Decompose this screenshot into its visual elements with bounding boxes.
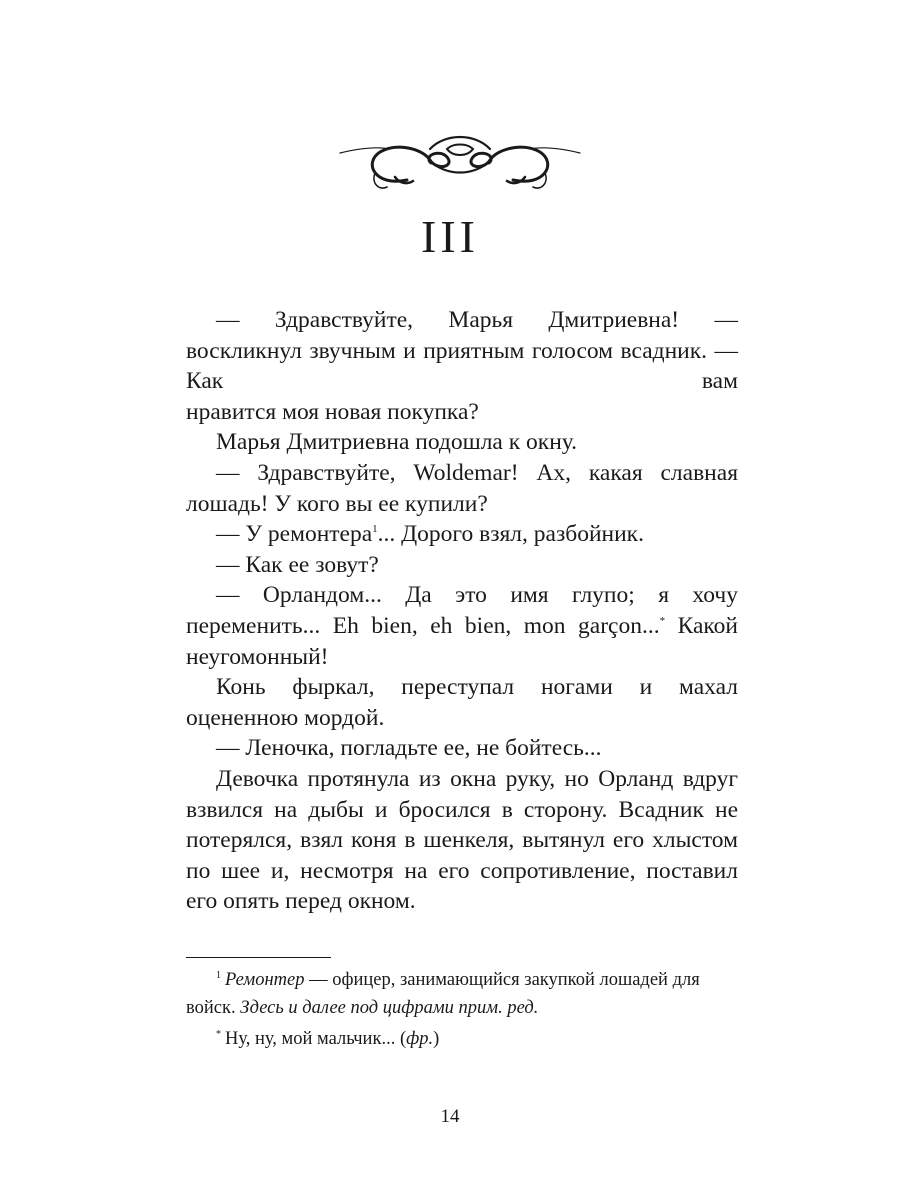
text-line: — Здравствуйте, Woldemar! Ах, какая славная лошадь! У кого вы ее купили? <box>186 459 738 517</box>
language-tag: фр. <box>406 1029 434 1049</box>
page-number: 14 <box>440 1106 460 1127</box>
text-segment: — У ремонтера <box>216 521 373 548</box>
paragraph <box>186 733 738 764</box>
paragraph <box>186 672 738 733</box>
footnote-divider <box>186 957 331 958</box>
footnote-ref: * <box>659 614 666 627</box>
footnote <box>186 1025 738 1053</box>
footnote-ref: 1 <box>372 523 378 536</box>
text-line: его опять перед окном. <box>186 888 416 915</box>
footnote-text-close: ) <box>433 1029 440 1049</box>
paragraph <box>186 580 738 672</box>
text-line: — Как ее зовут? <box>216 551 379 578</box>
paragraph <box>186 519 738 550</box>
footnote-term: Ремонтер <box>225 970 305 990</box>
text-line: Девочка протянула из окна руку, но Орланд вдруг взвился на дыбы и бросился в сторону. Всадник не потерялся, взял коня в шенкеля, вытянул его хлыстом по шее и, несмотря на его сопротивление, поставил <box>186 765 738 884</box>
footnote <box>186 966 738 1022</box>
text-segment: ... Дорого взял, разбойник. <box>377 521 644 548</box>
chapter-body <box>186 305 738 917</box>
text-line: Марья Дмитриевна подошла к окну. <box>216 429 578 456</box>
text-line: — Здравствуйте, Марья Дмитриевна! — воскликнул звучным и приятным голосом всадник. — Как вам <box>186 307 738 395</box>
footnotes <box>186 966 738 1053</box>
footnote-text: Ну, ну, мой мальчик... ( <box>225 1029 407 1049</box>
text-line: — Леночка, погладьте ее, не бойтесь... <box>216 735 602 762</box>
paragraph <box>186 764 738 917</box>
paragraph <box>186 305 738 427</box>
footnote-mark: 1 <box>216 970 221 981</box>
editor-note: Здесь и далее под цифрами прим. ред. <box>240 998 539 1018</box>
flourish-ornament-icon <box>335 125 585 195</box>
footnote-text: — офицер, занимающийся закупкой лошадей для войск. <box>186 970 700 1018</box>
text-segment: Какой неугомонный! <box>186 612 738 670</box>
paragraph <box>186 550 738 581</box>
paragraph <box>186 427 738 458</box>
chapter-title: III <box>421 211 479 262</box>
text-line: Конь фыркал, переступал ногами и махал оцененною мордой. <box>186 674 738 731</box>
text-segment: — Орландом... Да это имя глупо; я хочу переменить... Eh bien, eh bien, mon garçon... <box>186 582 738 639</box>
text-line: нравится моя новая покупка? <box>186 398 479 425</box>
footnote-mark: * <box>216 1029 221 1040</box>
paragraph <box>186 458 738 519</box>
